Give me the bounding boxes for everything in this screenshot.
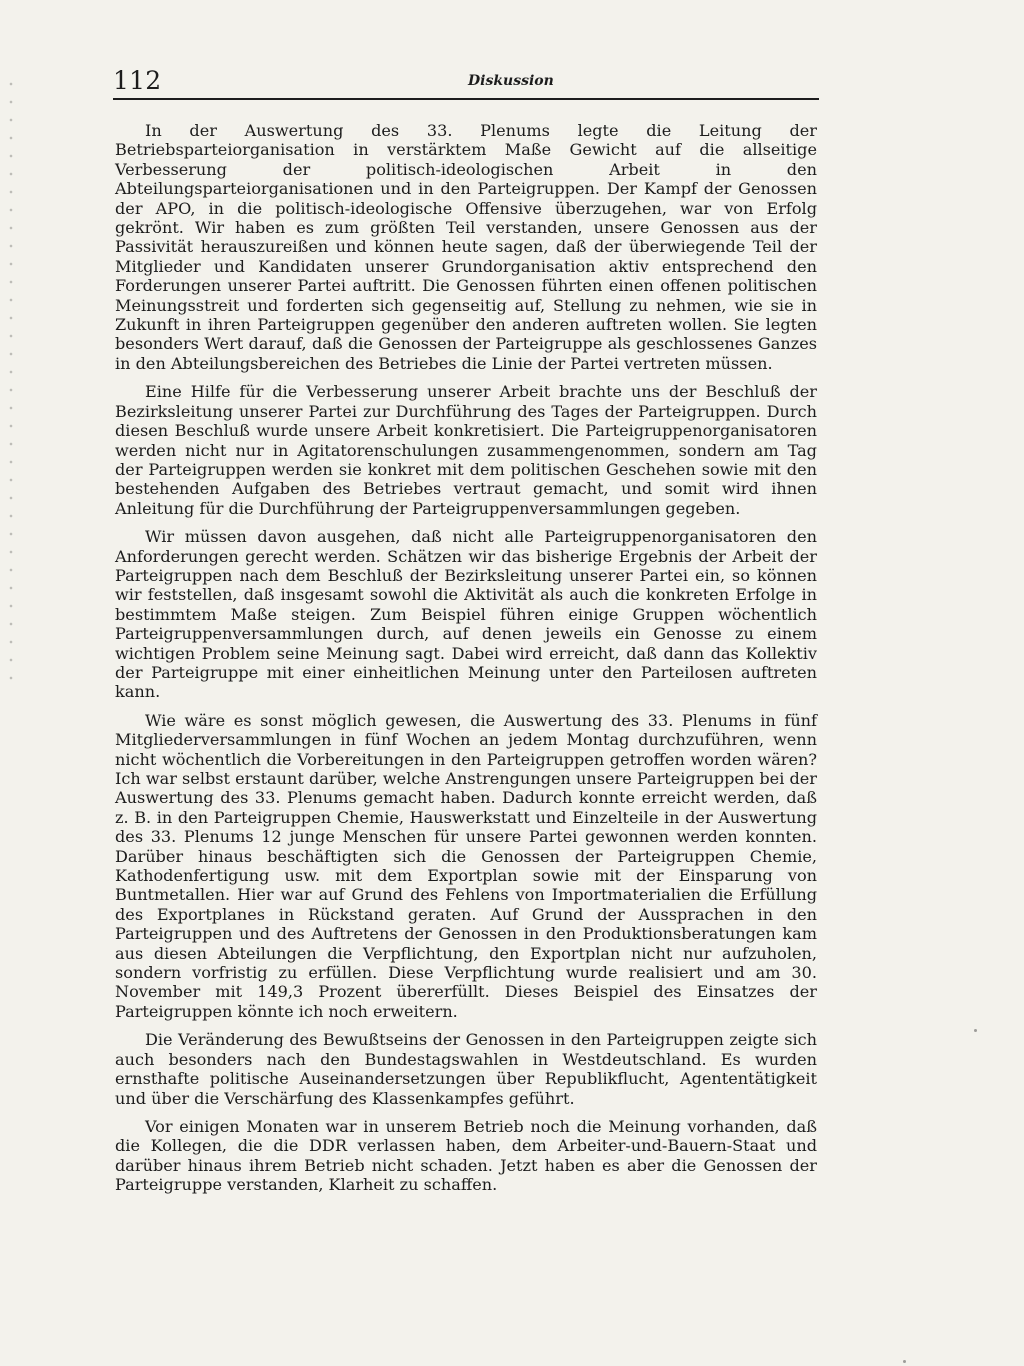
- paragraph: Die Veränderung des Bewußtseins der Genossen in den Parteigruppen zeigte sich auch besonders nach den Bundestagswahlen in Westdeutschland. Es wurden ernsthafte politische Auseinandersetzungen über Republikflucht, Agententätigkeit und über die Verschärfung des Klassenkampfes geführt.: [115, 1030, 817, 1108]
- paragraph: Eine Hilfe für die Verbesserung unserer Arbeit brachte uns der Beschluß der Bezirksleitung unserer Partei zur Durchführung des Tages der Parteigruppen. Durch diesen Beschluß wurde unsere Arbeit konkretisiert. Die Parteigruppenorganisatoren werden nicht nur in Agitatorenschulungen zusammengenommen, sondern am Tag der Parteigruppen werden sie konkret mit dem politischen Geschehen sowie mit den bestehenden Aufgaben des Betriebes vertraut gemacht, und somit wird ihnen Anleitung für die Durchführung der Parteigruppenversammlungen gegeben.: [115, 382, 817, 518]
- running-title: Diskussion: [468, 73, 554, 89]
- page-header: [113, 64, 819, 100]
- paragraph: Vor einigen Monaten war in unserem Betrieb noch die Meinung vorhanden, daß die Kollegen, die die DDR verlassen haben, dem Arbeiter-und-Bauern-Staat und darüber hinaus ihrem Betrieb nicht schaden. Jetzt haben es aber die Genossen der Parteigruppe verstanden, Klarheit zu schaffen.: [115, 1116, 817, 1195]
- paragraph: Wie wäre es sonst möglich gewesen, die Auswertung des 33. Plenums in fünf Mitgliederversammlungen in fünf Wochen an jedem Montag durchzuführen, wenn nicht wöchentlich die Vorbereitungen in den Parteigruppen getroffen worden wären? Ich war selbst erstaunt darüber, welche Anstrengungen unsere Parteigruppen bei der Auswertung des 33. Plenums gemacht haben. Dadurch konnte erreicht werden, daß z. B. in den Parteigruppen Chemie, Hauswerkstatt und Einzelteile in der Auswertung des 33. Plenums 12 junge Menschen für unsere Partei gewonnen werden konnten. Darüber hinaus beschäftigten sich die Genossen der Parteigruppen Chemie, Kathodenfertigung usw. mit dem Exportplan sowie mit der Einsparung von Buntmetallen. Hier war auf Grund des Fehlens von Importmaterialien die Erfüllung des Exportplanes in Rückstand geraten. Auf Grund der Aussprachen in den Parteigruppen und des Auftretens der Genossen in den Produktionsberatungen kam aus diesen Abteilungen die Verpflichtung, den Exportplan nicht nur aufzuholen, sondern vorfristig zu erfüllen. Diese Verpflichtung wurde realisiert und am 30. November mit 149,3 Prozent übererfüllt. Dieses Beispiel des Einsatzes der Parteigruppen könnte ich noch erweitern.: [115, 710, 817, 1021]
- paragraph: In der Auswertung des 33. Plenums legte die Leitung der Betriebsparteiorganisation in verstärktem Maße Gewicht auf die allseitige Verbesserung der politisch-ideologischen Arbeit in den Abteilungsparteiorganisationen und in den Parteigruppen. Der Kampf der Genossen der APO, in die politisch-ideologische Offensive überzugehen, war von Erfolg gekrönt. Wir haben es zum größten Teil verstanden, unsere Genossen aus der Passivität herauszureißen und können heute sagen, daß der überwiegende Teil der Mitglieder und Kandidaten unserer Grundorganisation aktiv entsprechend den Forderungen unserer Partei auftritt. Die Genossen führten einen offenen politischen Meinungsstreit und forderten sich gegenseitig auf, Stellung zu nehmen, wie sie in Zukunft in ihren Parteigruppen gegenüber den anderen auftreten wollen. Sie legten besonders Wert darauf, daß die Genossen der Parteigruppe als geschlossenes Ganzes in den Abteilungsbereichen des Betriebes die Linie der Partei vertreten müssen.: [115, 121, 817, 373]
- page-number: 112: [113, 66, 162, 95]
- scan-margin-dots: [9, 75, 13, 685]
- paragraph: Wir müssen davon ausgehen, daß nicht alle Parteigruppenorganisatoren den Anforderungen gerecht werden. Schätzen wir das bisherige Ergebnis der Arbeit der Parteigruppen nach dem Beschluß der Bezirksleitung unserer Partei ein, so können wir feststellen, daß insgesamt sowohl die Aktivität als auch die konkreten Erfolge in bestimmtem Maße steigen. Zum Beispiel führen einige Gruppen wöchentlich Parteigruppenversammlungen durch, auf denen jeweils ein Genosse zu einem wichtigen Problem seine Meinung sagt. Dabei wird erreicht, daß dann das Kollektiv der Parteigruppe mit einer einheitlichen Meinung unter den Parteilosen auftreten kann.: [115, 527, 817, 702]
- scan-speck: [974, 1029, 977, 1032]
- scan-speck: [903, 1360, 906, 1363]
- body-text: [115, 121, 817, 1195]
